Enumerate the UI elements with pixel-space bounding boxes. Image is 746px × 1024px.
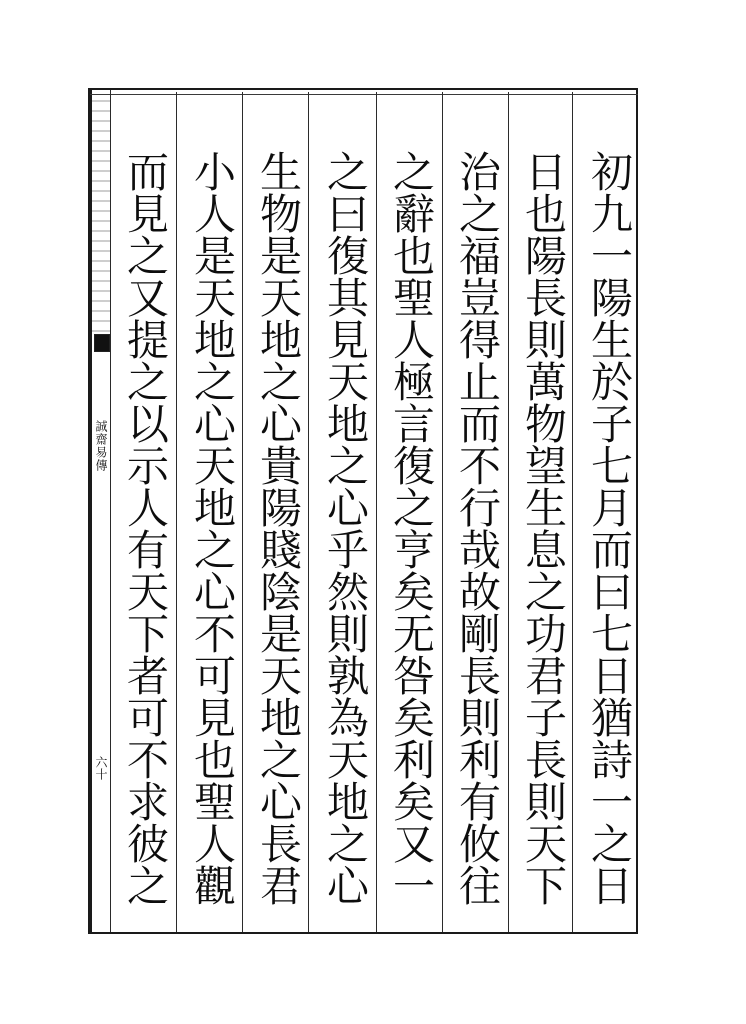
book-title: 誠齋易傳 [94, 420, 108, 472]
text-column-6: 生物是天地之心貴陽賤陰是天地之心長君 [254, 150, 303, 906]
column-rule [242, 92, 243, 932]
page-number: 六十 [94, 756, 108, 780]
column-rule [442, 92, 443, 932]
block-center-pattern [92, 92, 110, 332]
text-column-3: 治之福豈得止而不行哉故剛長則利有攸往 [453, 150, 502, 906]
text-column-1: 初九一陽生於子七月而曰七日猶詩一之日 [585, 150, 634, 906]
column-rule [572, 92, 573, 932]
text-column-2: 日也陽長則萬物望生息之功君子長則天下 [519, 150, 568, 906]
text-column-5: 之曰復其見天地之心乎然則孰為天地之心 [321, 150, 370, 906]
text-column-4: 之辭也聖人極言復之亨矣无咎矣利矣又一 [387, 150, 436, 906]
column-rule [508, 92, 509, 932]
fish-tail-mark [94, 334, 110, 352]
text-column-7: 小人是天地之心天地之心不可見也聖人觀 [188, 150, 237, 906]
column-rule [308, 92, 309, 932]
frame-top-rule [90, 94, 638, 95]
column-rule [376, 92, 377, 932]
column-rule [176, 92, 177, 932]
text-column-8: 而見之又提之以示人有天下者可不求彼之 [121, 150, 170, 906]
